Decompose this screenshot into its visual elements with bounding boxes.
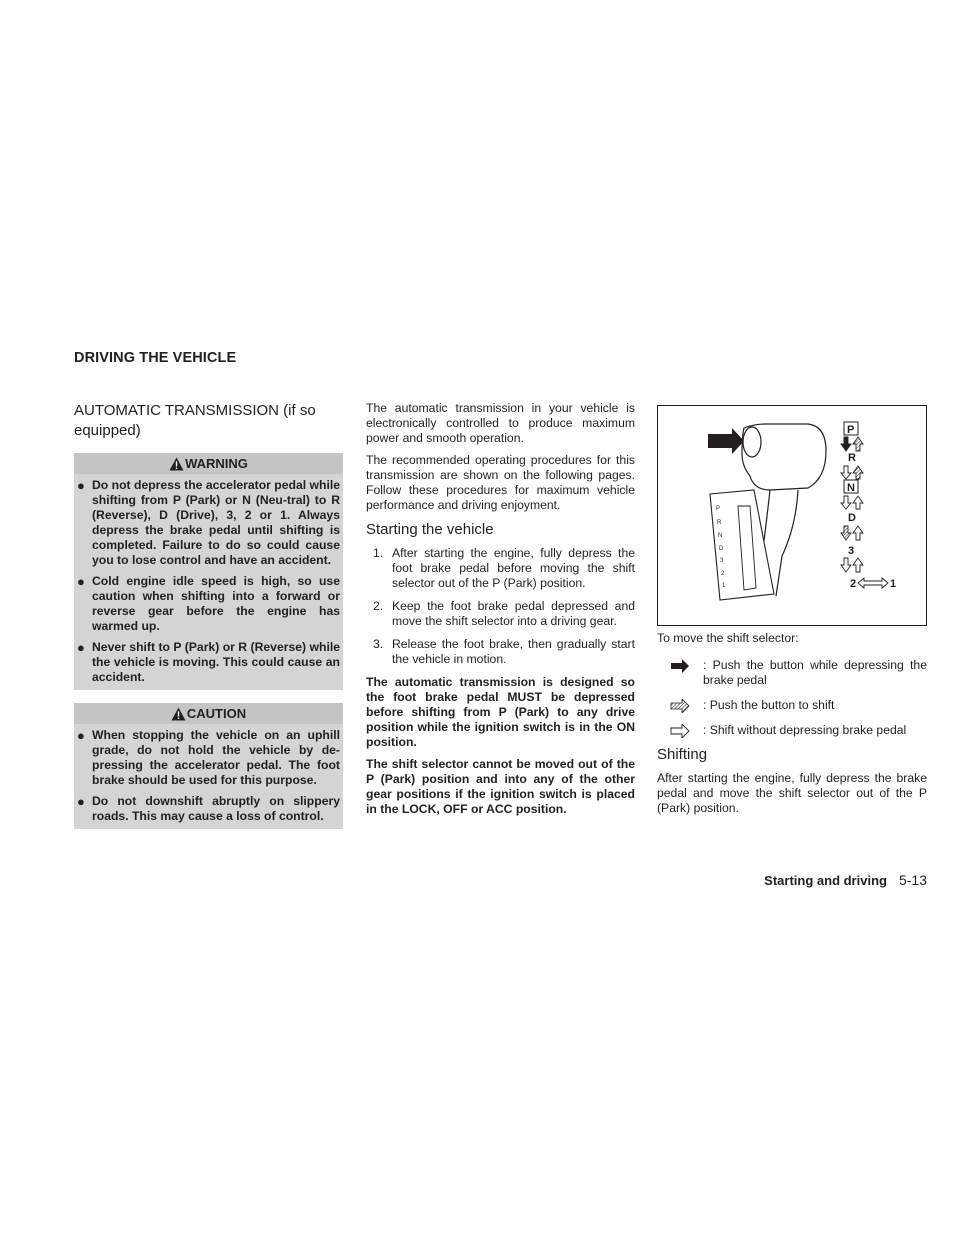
push-arrow-icon [708, 428, 744, 454]
footer-chapter: Starting and driving [764, 873, 887, 888]
warning-item: ● Do not depress the accelerator pedal while shifting from P (Park) or N (Neu-tral) to R (Reverse), D (Drive), 3, 2 or 1. Always depress the brake pedal until shifting is completed. Failure to do so could cause you to lose control and have an accident. [77, 478, 340, 567]
solid-arrow-icon [657, 658, 703, 688]
warning-item: ● Never shift to P (Park) or R (Reverse) while the vehicle is moving. This could cause an accident. [77, 640, 340, 684]
warning-header [74, 453, 343, 474]
outline-arrow-icon [657, 723, 703, 738]
section-title: DRIVING THE VEHICLE [74, 350, 237, 366]
gate-mark: 1 [722, 583, 726, 589]
caution-item: ● When stopping the vehicle on an uphill grade, do not hold the vehicle by de-pressing the accelerator pedal. The foot brake should be used for this purpose. [77, 728, 340, 787]
intro-paragraph: The recommended operating procedures for this transmission are shown on the following pages. Follow these procedures for maximum vehicle performance and driving enjoyment. [366, 453, 635, 512]
step-item: 3. Release the foot brake, then gradually start the vehicle in motion. [373, 637, 635, 666]
gate-mark: 2 [721, 571, 725, 577]
gear-label-n: N [847, 482, 855, 494]
gate-mark: P [716, 506, 721, 512]
gate-mark: R [717, 520, 722, 526]
page-footer [764, 872, 927, 888]
warning-label: WARNING [185, 456, 248, 471]
caution-box [74, 703, 343, 829]
gear-label-d: D [848, 512, 856, 524]
gate-mark: N [718, 533, 723, 539]
warning-item: ● Cold engine idle speed is high, so use caution when shifting into a forward or reverse gear before the engine has warmed up. [77, 574, 340, 633]
column-middle [366, 401, 635, 824]
legend-row-hatched: : Push the button to shift [657, 698, 927, 713]
gear-label-2: 2 [850, 578, 857, 590]
step-item: 1. After starting the engine, fully depress the foot brake pedal before moving the shift selector out of the P (Park) position. [373, 546, 635, 590]
caution-header [74, 703, 343, 724]
step-item: 2. Keep the foot brake pedal depressed and move the shift selector into a driving gear. [373, 599, 635, 628]
page-number: 5-13 [898, 872, 927, 888]
shift-selector-figure [657, 405, 927, 626]
caution-item: ● Do not downshift abruptly on slippery roads. This may cause a loss of control. [77, 794, 340, 823]
intro-paragraph: The automatic transmission in your vehicle is electronically controlled to produce maximum power and smooth operation. [366, 401, 635, 445]
hatched-arrow-icon [657, 698, 703, 713]
starting-steps [366, 546, 635, 667]
bold-note: The shift selector cannot be moved out of the P (Park) position and into any of the other gear positions if the ignition switch is placed in the LOCK, OFF or ACC position. [366, 757, 635, 816]
transmission-heading: AUTOMATIC TRANSMISSION (if so equipped) [74, 402, 316, 439]
legend-row-solid: : Push the button while depressing the brake pedal [657, 658, 927, 688]
bold-note: The automatic transmission is designed so the foot brake pedal MUST be depressed before shifting from P (Park) to any drive position while the ignition switch is in the ON position. [366, 675, 635, 749]
shifting-text: After starting the engine, fully depress the brake pedal and move the shift selector out of the P (Park) position. [657, 771, 927, 815]
shifting-heading: Shifting [657, 746, 708, 763]
caution-triangle-icon [171, 707, 186, 721]
gate-mark: 3 [720, 558, 724, 564]
gear-label-p: P [847, 424, 855, 436]
warning-triangle-icon [169, 457, 184, 471]
gear-label-r: R [848, 452, 856, 464]
column-left [74, 401, 343, 829]
gate-mark: D [719, 546, 724, 552]
gear-label-1: 1 [890, 578, 897, 590]
warning-box [74, 453, 343, 690]
starting-heading: Starting the vehicle [366, 521, 494, 538]
shift-lever-illustration [658, 406, 926, 625]
legend-row-outline: : Shift without depressing brake pedal [657, 723, 927, 738]
legend-intro: To move the shift selector: [657, 631, 799, 645]
caution-label: CAUTION [186, 706, 247, 721]
gear-label-3: 3 [848, 545, 855, 557]
column-right [657, 405, 927, 823]
